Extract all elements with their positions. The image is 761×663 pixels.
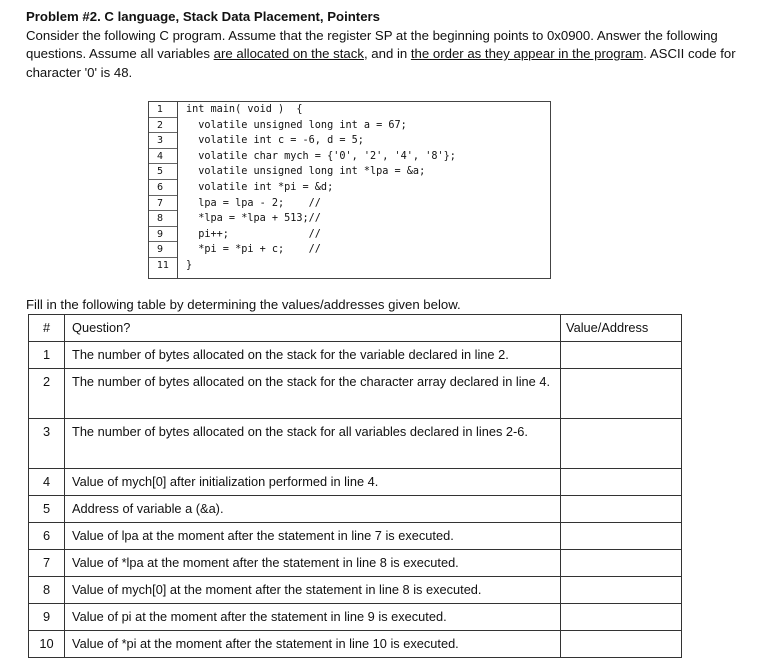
code-line: lpa = lpa - 2; //: [186, 197, 321, 209]
code-line: int main( void ) {: [186, 104, 303, 115]
row-number: 1: [29, 342, 65, 369]
code-line: *lpa = *lpa + 513;//: [186, 213, 321, 225]
row-question: Value of *pi at the moment after the statement in line 10 is executed.: [65, 631, 561, 658]
code-line: volatile int *pi = &d;: [186, 181, 334, 193]
header-value: Value/Address: [561, 315, 682, 342]
answer-cell[interactable]: [561, 550, 682, 577]
code-line: volatile int c = -6, d = 5;: [186, 135, 364, 147]
line-number: 8: [149, 211, 177, 227]
table-row: [29, 342, 682, 369]
row-number: 7: [29, 550, 65, 577]
row-question: Value of *lpa at the moment after the statement in line 8 is executed.: [65, 550, 561, 577]
row-number: 8: [29, 577, 65, 604]
table-row: [29, 550, 682, 577]
answer-cell[interactable]: [561, 523, 682, 550]
row-question: Value of mych[0] after initialization performed in line 4.: [65, 469, 561, 496]
table-row: [29, 419, 682, 469]
line-number: 6: [149, 180, 177, 196]
answer-cell[interactable]: [561, 631, 682, 658]
line-number: 1: [149, 102, 177, 118]
line-number: 2: [149, 118, 177, 134]
code-lines: [178, 102, 550, 278]
table-row: [29, 469, 682, 496]
row-question: The number of bytes allocated on the stack for the variable declared in line 2.: [65, 342, 561, 369]
header-question: Question?: [65, 315, 561, 342]
line-number: 7: [149, 196, 177, 212]
line-number-column: [149, 102, 178, 278]
intro-underline-order: the order as they appear in the program: [410, 46, 644, 61]
row-question: The number of bytes allocated on the stack for the character array declared in line 4.: [65, 369, 561, 419]
line-number: 3: [149, 133, 177, 149]
row-question: Value of lpa at the moment after the statement in line 7 is executed.: [65, 523, 561, 550]
answer-cell[interactable]: [561, 369, 682, 419]
problem-description: [26, 27, 736, 83]
intro-underline-stack: are allocated on the stack: [213, 46, 364, 61]
question-table: [28, 314, 682, 658]
answer-cell[interactable]: [561, 419, 682, 469]
row-number: 3: [29, 419, 65, 469]
code-line: volatile char mych = {'0', '2', '4', '8'};: [186, 150, 456, 162]
intro-text-c: . ASCII code for character '0' is 48.: [26, 46, 736, 80]
code-line: *pi = *pi + c; //: [186, 244, 321, 256]
problem-intro: [26, 8, 736, 82]
row-number: 6: [29, 523, 65, 550]
line-number: 4: [149, 149, 177, 165]
table-row: [29, 631, 682, 658]
code-line: volatile unsigned long int a = 67;: [186, 119, 407, 131]
line-number: 9: [149, 242, 177, 258]
row-question: The number of bytes allocated on the stack for all variables declared in lines 2-6.: [65, 419, 561, 469]
table-row: [29, 577, 682, 604]
answer-cell[interactable]: [561, 604, 682, 631]
row-question: Value of pi at the moment after the statement in line 9 is executed.: [65, 604, 561, 631]
row-question: Value of mych[0] at the moment after the statement in line 8 is executed.: [65, 577, 561, 604]
table-row: [29, 369, 682, 419]
row-number: 9: [29, 604, 65, 631]
answer-cell[interactable]: [561, 577, 682, 604]
code-line: volatile unsigned long int *lpa = &a;: [186, 166, 426, 178]
fill-instruction: Fill in the following table by determining the values/addresses given below.: [26, 297, 461, 312]
problem-title: Problem #2. C language, Stack Data Placement, Pointers: [26, 9, 380, 24]
line-number: 5: [149, 164, 177, 180]
row-number: 4: [29, 469, 65, 496]
table-row: [29, 523, 682, 550]
answer-cell[interactable]: [561, 469, 682, 496]
row-question: Address of variable a (&a).: [65, 496, 561, 523]
line-number: 11: [157, 259, 170, 271]
code-line: pi++; //: [186, 228, 321, 240]
intro-text-a: Consider the following C program. Assume that the register SP at the beginning points to 0x0900. Answer the following questions. Assume all variables: [26, 27, 718, 61]
code-line: }: [186, 259, 193, 271]
line-number: 9: [149, 227, 177, 243]
row-number: 2: [29, 369, 65, 419]
code-listing: [148, 101, 551, 279]
intro-text-b: , and in: [363, 46, 411, 61]
table-row: [29, 604, 682, 631]
table-header-row: [29, 315, 682, 342]
row-number: 10: [29, 631, 65, 658]
answer-cell[interactable]: [561, 342, 682, 369]
header-number: #: [29, 315, 65, 342]
row-number: 5: [29, 496, 65, 523]
table-row: [29, 496, 682, 523]
answer-cell[interactable]: [561, 496, 682, 523]
